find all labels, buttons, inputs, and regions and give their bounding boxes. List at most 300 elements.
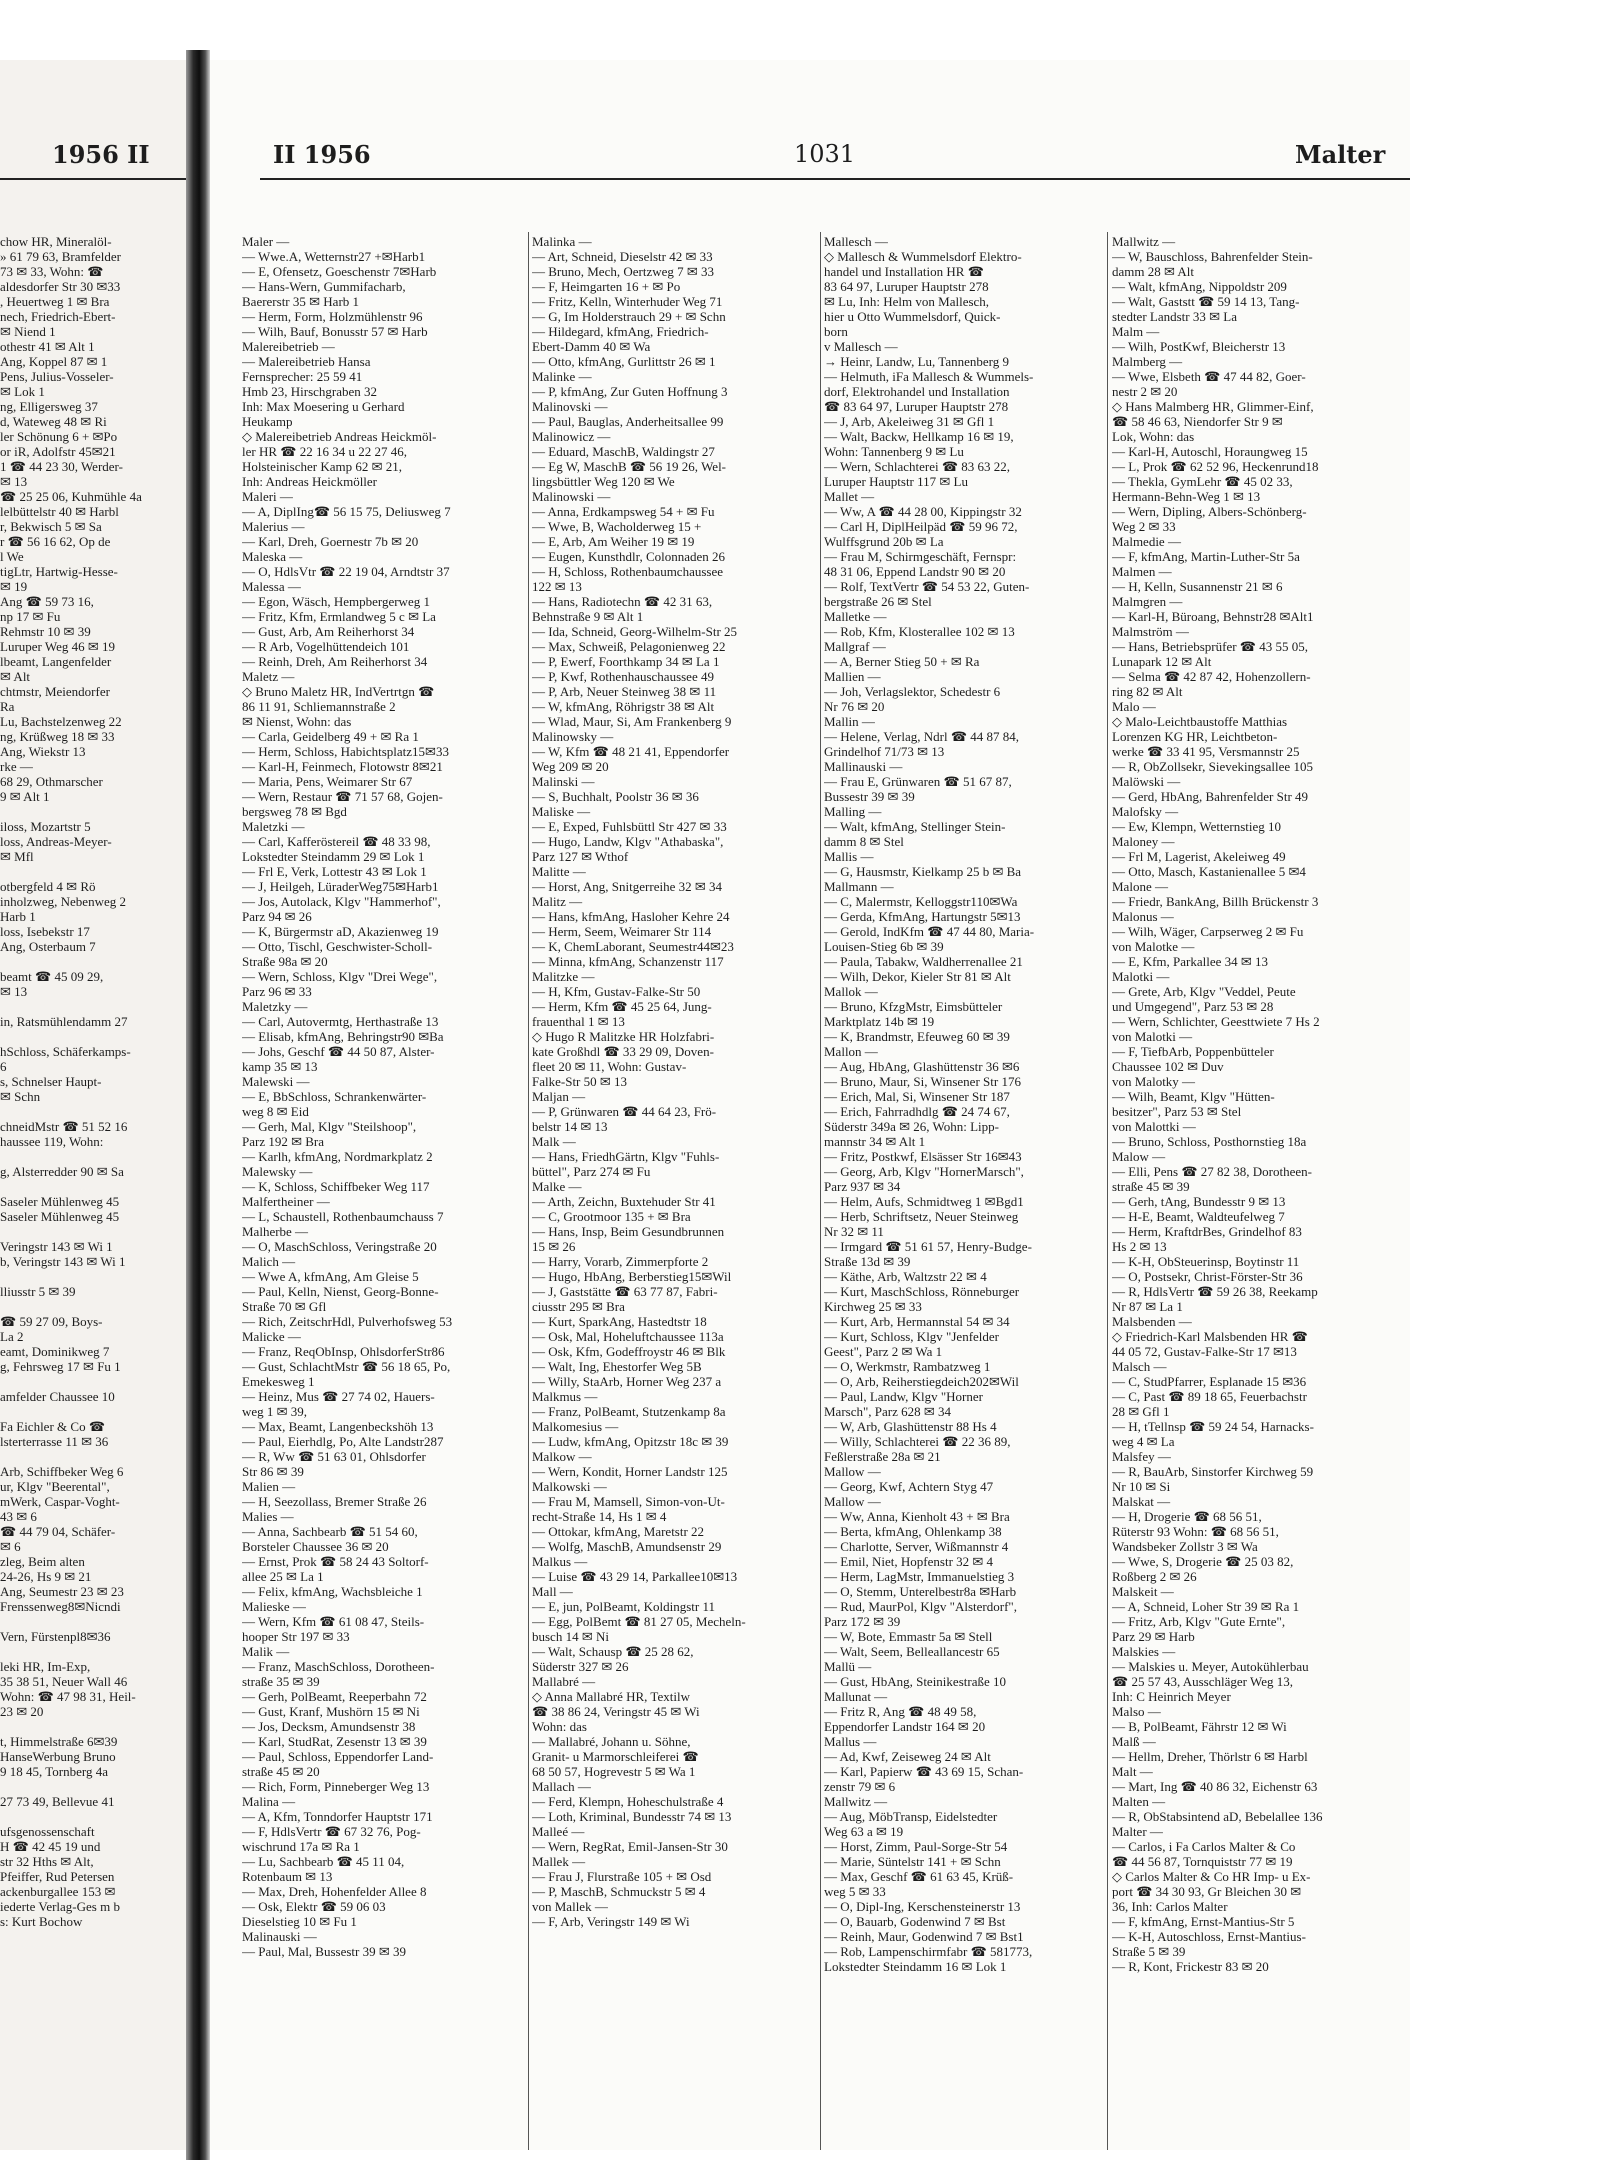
directory-entry-line <box>0 1719 178 1734</box>
directory-entry-line: — P, kfmAng, Zur Guten Hoffnung 3 <box>532 384 728 399</box>
directory-entry-line: Marktplatz 14b ✉ 19 <box>824 1014 935 1029</box>
directory-column-1 <box>242 234 510 1959</box>
directory-entry-line: zenstr 79 ✉ 6 <box>824 1779 896 1794</box>
directory-entry-line: — Wwe, S, Drogerie ☎ 25 03 82, <box>1112 1554 1294 1569</box>
directory-entry-line: Ang, Koppel 87 ✉ 1 <box>0 354 108 369</box>
directory-entry-line: ✉ 13 <box>0 474 28 489</box>
directory-entry-line: — Paul, Mal, Bussestr 39 ✉ 39 <box>242 1944 407 1959</box>
directory-entry-line: wischrund 17a ✉ Ra 1 <box>242 1839 360 1854</box>
directory-entry-line: t, Himmelstraße 6✉39 <box>0 1734 118 1749</box>
directory-entry-line: Fa Eichler & Co ☎ <box>0 1419 106 1434</box>
directory-entry-line: Malten — <box>1112 1794 1166 1809</box>
directory-entry-line: Rüterstr 93 Wohn: ☎ 68 56 51, <box>1112 1524 1279 1539</box>
directory-entry-line: stedter Landstr 33 ✉ La <box>1112 309 1237 324</box>
column-divider <box>820 232 821 2150</box>
directory-entry-line: — Karl-H, Autoschl, Horaungweg 15 <box>1112 444 1308 459</box>
directory-entry-line: Ang ☎ 59 73 16, <box>0 594 94 609</box>
directory-entry-line: — Reinh, Maur, Godenwind 7 ✉ Bst1 <box>824 1929 1024 1944</box>
directory-entry-line: ◇ Malereibetrieb Andreas Heickmöl- <box>242 429 437 444</box>
directory-entry-line: Malieske — <box>242 1599 306 1614</box>
directory-entry-line: Mallwitz — <box>1112 234 1176 249</box>
directory-entry-line: Maler — <box>242 234 290 249</box>
directory-entry-line: — Kurt, Arb, Hermannstal 54 ✉ 34 <box>824 1314 1010 1329</box>
directory-entry-line: ◇ Mallesch & Wummelsdorf Elektro- <box>824 249 1022 264</box>
directory-entry-line: — Wilh, Dekor, Kieler Str 81 ✉ Alt <box>824 969 1011 984</box>
directory-entry-line: — Wolfg, MaschB, Amundsenstr 29 <box>532 1539 722 1554</box>
directory-entry-line: — J, Heilgeh, LüraderWeg75✉Harb1 <box>242 879 439 894</box>
directory-entry-line: Str 86 ✉ 39 <box>242 1464 304 1479</box>
directory-column-3 <box>824 234 1100 1974</box>
directory-entry-line: — Herm, Kfm ☎ 45 25 64, Jung- <box>532 999 712 1014</box>
directory-entry-line: Louisen-Stieg 6b ✉ 39 <box>824 939 944 954</box>
directory-entry-line: von Malottki — <box>1112 1119 1196 1134</box>
directory-entry-line: eamt, Dominikweg 7 <box>0 1344 110 1359</box>
directory-entry-line: — Walt, kfmAng, Nippoldstr 209 <box>1112 279 1287 294</box>
directory-entry-line: — F, HdlsVertr ☎ 67 32 76, Pog- <box>242 1824 421 1839</box>
directory-entry-line: — Willy, StaArb, Horner Weg 237 a <box>532 1374 722 1389</box>
directory-entry-line: ur, Klgv "Beerental", <box>0 1479 110 1494</box>
directory-entry-line: — Kurt, Schloss, Klgv "Jenfelder <box>824 1329 1000 1344</box>
directory-entry-line: — R, BauArb, Sinstorfer Kirchweg 59 <box>1112 1464 1314 1479</box>
directory-entry-line: Eppendorfer Landstr 164 ✉ 20 <box>824 1719 986 1734</box>
directory-entry-line: — Frau M, Mamsell, Simon-von-Ut- <box>532 1494 725 1509</box>
directory-entry-line: handel und Installation HR ☎ <box>824 264 984 279</box>
directory-entry-line: 73 ✉ 33, Wohn: ☎ <box>0 264 104 279</box>
directory-entry-line: Malofsky — <box>1112 804 1179 819</box>
directory-entry-line: — H-E, Beamt, Waldteufelweg 7 <box>1112 1209 1285 1224</box>
directory-entry-line: — F, kfmAng, Ernst-Mantius-Str 5 <box>1112 1914 1295 1929</box>
directory-entry-line <box>0 999 178 1014</box>
directory-entry-line: Malessa — <box>242 579 301 594</box>
directory-entry-line: Malinski — <box>532 774 595 789</box>
directory-entry-line: Falke-Str 50 ✉ 13 <box>532 1074 628 1089</box>
directory-entry-line: — Ida, Schneid, Georg-Wilhelm-Str 25 <box>532 624 738 639</box>
directory-entry-line: ◇ Anna Mallabré HR, Textilw <box>532 1689 690 1704</box>
directory-entry-line: othestr 41 ✉ Alt 1 <box>0 339 95 354</box>
directory-entry-line: s: Kurt Bochow <box>0 1914 83 1929</box>
directory-entry-line: — K, Brandmstr, Efeuweg 60 ✉ 39 <box>824 1029 1010 1044</box>
directory-entry-line: — Mart, Ing ☎ 40 86 32, Eichenstr 63 <box>1112 1779 1318 1794</box>
directory-entry-line: — O, Werkmstr, Rambatzweg 1 <box>824 1359 991 1374</box>
directory-entry-line: recht-Straße 14, Hs 1 ✉ 4 <box>532 1509 667 1524</box>
directory-entry-line: Feßlerstraße 28a ✉ 21 <box>824 1449 941 1464</box>
directory-entry-line: Maletzki — <box>242 819 305 834</box>
directory-entry-line: ☎ 44 56 87, Tornquiststr 77 ✉ 19 <box>1112 1854 1293 1869</box>
directory-entry-line: Wohn: das <box>532 1719 587 1734</box>
directory-entry-line: Luruper Hauptstr 117 ✉ Lu <box>824 474 968 489</box>
directory-entry-line: ◇ Hans Malmberg HR, Glimmer-Einf, <box>1112 399 1314 414</box>
directory-entry-line: mannstr 34 ✉ Alt 1 <box>824 1134 926 1149</box>
directory-entry-line: Straße 98a ✉ 20 <box>242 954 328 969</box>
directory-entry-line: — Ww, Anna, Kienholt 43 + ✉ Bra <box>824 1509 1010 1524</box>
directory-entry-line: von Malotki — <box>1112 1029 1193 1044</box>
directory-entry-line: Bussestr 39 ✉ 39 <box>824 789 915 804</box>
directory-entry-line: weg 8 ✉ Eid <box>242 1104 309 1119</box>
directory-entry-line: Mallunat — <box>824 1689 888 1704</box>
directory-entry-line: Weg 63 a ✉ 19 <box>824 1824 904 1839</box>
directory-entry-line: Malß — <box>1112 1734 1156 1749</box>
directory-entry-line: ☎ 38 86 24, Veringstr 45 ✉ Wi <box>532 1704 700 1719</box>
directory-entry-line: Nr 10 ✉ Si <box>1112 1479 1171 1494</box>
directory-entry-line: ✉ Mfl <box>0 849 34 864</box>
directory-entry-line: — R, ObStabsintend aD, Bebelallee 136 <box>1112 1809 1323 1824</box>
directory-entry-line: — O, Dipl-Ing, Kerschensteinerstr 13 <box>824 1899 1021 1914</box>
directory-entry-line: » 61 79 63, Bramfelder <box>0 249 121 264</box>
directory-entry-line: v Mallesch — <box>824 339 898 354</box>
directory-entry-line: — Grete, Arb, Klgv "Veddel, Peute <box>1112 984 1296 999</box>
directory-entry-line: — Karl-H, Feinmech, Flotowstr 8✉21 <box>242 759 443 774</box>
directory-entry-line: → Heinr, Landw, Lu, Tannenberg 9 <box>824 354 1009 369</box>
directory-entry-line: otbergfeld 4 ✉ Rö <box>0 879 96 894</box>
directory-entry-line: — G, Im Holderstrauch 29 + ✉ Schn <box>532 309 726 324</box>
directory-entry-line: Mallesch — <box>824 234 888 249</box>
directory-entry-line: — Herm, LagMstr, Immanuelstieg 3 <box>824 1569 1015 1584</box>
directory-entry-line: Malerius — <box>242 519 305 534</box>
directory-entry-line: 36, Inh: Carlos Malter <box>1112 1899 1228 1914</box>
directory-entry-line: — A, Schneid, Loher Str 39 ✉ Ra 1 <box>1112 1599 1300 1614</box>
directory-entry-line: weg 1 ✉ 39, <box>242 1404 308 1419</box>
directory-entry-line: Arb, Schiffbeker Weg 6 <box>0 1464 124 1479</box>
directory-entry-line: Hmb 23, Hirschgraben 32 <box>242 384 378 399</box>
directory-entry-line: — Reinh, Dreh, Am Reiherhorst 34 <box>242 654 428 669</box>
directory-entry-line: Malinowski — <box>532 489 611 504</box>
directory-entry-line: ☎ 44 79 04, Schäfer- <box>0 1524 116 1539</box>
directory-entry-line: Borsteler Chaussee 36 ✉ 20 <box>242 1539 389 1554</box>
directory-entry-line: — F, Heimgarten 16 + ✉ Po <box>532 279 681 294</box>
left-page <box>0 60 186 2150</box>
directory-entry-line: ✉ 13 <box>0 984 28 999</box>
directory-entry-line: Malk — <box>532 1134 576 1149</box>
directory-entry-line: — Paul, Bauglas, Anderheitsallee 99 <box>532 414 724 429</box>
directory-entry-line: — Wern, Kondit, Horner Landstr 125 <box>532 1464 728 1479</box>
directory-entry-line: HanseWerbung Bruno <box>0 1749 116 1764</box>
directory-entry-line: — Johs, Geschf ☎ 44 50 87, Alster- <box>242 1044 435 1059</box>
directory-entry-line: — J, Gaststätte ☎ 63 77 87, Fabri- <box>532 1284 718 1299</box>
directory-entry-line: Mallok — <box>824 984 878 999</box>
directory-entry-line: — Wwe A, kfmAng, Am Gleise 5 <box>242 1269 419 1284</box>
directory-entry-line: — Eduard, MaschB, Waldingstr 27 <box>532 444 715 459</box>
directory-entry-line: Mallek — <box>532 1854 586 1869</box>
directory-entry-line: — Gust, HbAng, Steinikestraße 10 <box>824 1674 1006 1689</box>
directory-entry-line: — Ew, Klempn, Wetternstieg 10 <box>1112 819 1282 834</box>
directory-entry-line: Mallach — <box>532 1779 591 1794</box>
directory-entry-line: von Mallek — <box>532 1899 608 1914</box>
directory-entry-line: 15 ✉ 26 <box>532 1239 576 1254</box>
directory-entry-line: — K, ChemLaborant, Seumestr44✉23 <box>532 939 734 954</box>
directory-entry-line: Malöwski — <box>1112 774 1181 789</box>
directory-entry-line: Vern, Fürstenpl8✉36 <box>0 1629 111 1644</box>
directory-entry-line: Maletzky — <box>242 999 308 1014</box>
directory-entry-line: — R Arb, Vogelhüttendeich 101 <box>242 639 410 654</box>
directory-entry-line: Parz 172 ✉ 39 <box>824 1614 901 1629</box>
directory-entry-line: — Charlotte, Server, Wißmannstr 4 <box>824 1539 1009 1554</box>
directory-entry-line: — Friedr, BankAng, Billh Brückenstr 3 <box>1112 894 1319 909</box>
directory-entry-line: Mallmann — <box>824 879 894 894</box>
directory-entry-line: inholzweg, Nebenweg 2 <box>0 894 126 909</box>
directory-entry-line: 43 ✉ 6 <box>0 1509 37 1524</box>
directory-entry-line: Lunapark 12 ✉ Alt <box>1112 654 1212 669</box>
directory-entry-line: frauenthal 1 ✉ 13 <box>532 1014 625 1029</box>
directory-entry-line: — Wwe.A, Wetternstr27 +✉Harb1 <box>242 249 426 264</box>
directory-entry-line: Wohn: ☎ 47 98 31, Heil- <box>0 1689 136 1704</box>
directory-entry-line: 9 ✉ Alt 1 <box>0 789 50 804</box>
directory-entry-line: Lorenzen KG HR, Leichtbeton- <box>1112 729 1278 744</box>
directory-entry-line: — Art, Schneid, Dieselstr 42 ✉ 33 <box>532 249 713 264</box>
directory-entry-line: Parz 96 ✉ 33 <box>242 984 312 999</box>
directory-entry-line: str 32 Hths ✉ Alt, <box>0 1854 94 1869</box>
directory-entry-line: — Kurt, MaschSchloss, Rönneburger <box>824 1284 1020 1299</box>
directory-entry-line: — Fritz, Kfm, Ermlandweg 5 c ✉ La <box>242 609 436 624</box>
directory-entry-line: ✉ Alt <box>0 669 31 684</box>
directory-entry-line: — Otto, Masch, Kastanienallee 5 ✉4 <box>1112 864 1306 879</box>
directory-entry-line: — Wilh, PostKwf, Bleicherstr 13 <box>1112 339 1286 354</box>
directory-entry-line: — Bruno, Schloss, Posthornstieg 18a <box>1112 1134 1307 1149</box>
directory-entry-line: Malewsky — <box>242 1164 313 1179</box>
directory-entry-line: Parz 94 ✉ 26 <box>242 909 312 924</box>
directory-entry-line: r ☎ 56 16 62, Op de <box>0 534 111 549</box>
directory-entry-line: Lok, Wohn: das <box>1112 429 1195 444</box>
directory-entry-line: born <box>824 324 848 339</box>
directory-entry-line: Malmedie — <box>1112 534 1181 549</box>
directory-entry-line: Kirchweg 25 ✉ 33 <box>824 1299 922 1314</box>
directory-entry-line: — Fritz R, Ang ☎ 48 49 58, <box>824 1704 977 1719</box>
directory-entry-line: Malkus — <box>532 1554 588 1569</box>
directory-entry-line: Emekesweg 1 <box>242 1374 315 1389</box>
directory-entry-line: — Elli, Pens ☎ 27 82 38, Dorotheen- <box>1112 1164 1312 1179</box>
directory-entry-line: Parz 937 ✉ 34 <box>824 1179 901 1194</box>
directory-entry-line: — K-H, ObSteuerinsp, Boytinstr 11 <box>1112 1254 1300 1269</box>
directory-entry-line: — Aug, MöbTransp, Eidelstedter <box>824 1809 998 1824</box>
directory-entry-line: Malskat — <box>1112 1494 1171 1509</box>
directory-entry-line: — H, Schloss, Rothenbaumchaussee <box>532 564 724 579</box>
directory-entry-line: bergstraße 26 ✉ Stel <box>824 594 932 609</box>
directory-entry-line: ☎ 59 27 09, Boys- <box>0 1314 103 1329</box>
directory-entry-line: — O, HdlsVtr ☎ 22 19 04, Arndtstr 37 <box>242 564 450 579</box>
directory-entry-line: 86 11 91, Schliemannstraße 2 <box>242 699 396 714</box>
directory-entry-line: — Bruno, Maur, Si, Winsener Str 176 <box>824 1074 1021 1089</box>
directory-entry-line: — Franz, ReqObInsp, OhlsdorferStr86 <box>242 1344 445 1359</box>
directory-entry-line: Malinke — <box>532 369 592 384</box>
directory-entry-line: von Malotke — <box>1112 939 1195 954</box>
directory-entry-line: Malien — <box>242 1479 296 1494</box>
directory-entry-line: lliusstr 5 ✉ 39 <box>0 1284 76 1299</box>
directory-entry-line: — Frau M, Schirmgeschäft, Fernspr: <box>824 549 1017 564</box>
directory-entry-line: 24-26, Hs 9 ✉ 21 <box>0 1569 92 1584</box>
directory-entry-line: — Carl, Kafferöstereil ☎ 48 33 98, <box>242 834 431 849</box>
directory-entry-line <box>0 1374 178 1389</box>
directory-entry-line: b, Veringstr 143 ✉ Wi 1 <box>0 1254 126 1269</box>
directory-entry-line: lelbüttelstr 40 ✉ Harbl <box>0 504 119 519</box>
directory-entry-line: Malskies — <box>1112 1644 1176 1659</box>
directory-entry-line: Mallü — <box>824 1659 872 1674</box>
directory-entry-line <box>0 1179 178 1194</box>
directory-entry-line: r, Bekwisch 5 ✉ Sa <box>0 519 102 534</box>
directory-entry-line: ◇ Carlos Malter & Co HR Imp- u Ex- <box>1112 1869 1311 1884</box>
directory-entry-line: — C, Past ☎ 89 18 65, Feuerbachstr <box>1112 1389 1307 1404</box>
directory-entry-line: Saseler Mühlenweg 45 <box>0 1209 120 1224</box>
directory-entry-line: Malherbe — <box>242 1224 309 1239</box>
directory-entry-line: Marsch", Parz 628 ✉ 34 <box>824 1404 952 1419</box>
directory-entry-line: Parz 29 ✉ Harb <box>1112 1629 1195 1644</box>
directory-entry-line: — Rob, Lampenschirmfabr ☎ 581773, <box>824 1944 1033 1959</box>
directory-entry-line: straße 45 ✉ 39 <box>1112 1179 1190 1194</box>
directory-entry-line: — S, Buchhalt, Poolstr 36 ✉ 36 <box>532 789 699 804</box>
directory-entry-line: — Karl, StudRat, Zesenstr 13 ✉ 39 <box>242 1734 427 1749</box>
directory-entry-line: Dieselstieg 10 ✉ Fu 1 <box>242 1914 357 1929</box>
directory-entry-line: Mallabré — <box>532 1674 596 1689</box>
directory-entry-line: Mall — <box>532 1584 573 1599</box>
directory-entry-line: dorf, Elektrohandel und Installation <box>824 384 1010 399</box>
directory-entry-line: Ang, Seumestr 23 ✉ 23 <box>0 1584 124 1599</box>
directory-entry-line: ✉ Nienst, Wohn: das <box>242 714 352 729</box>
directory-entry-line: ◇ Hugo R Malitzke HR Holzfabri- <box>532 1029 715 1044</box>
directory-entry-line: — O, Bauarb, Godenwind 7 ✉ Bst <box>824 1914 1006 1929</box>
directory-entry-line: — Malereibetrieb Hansa <box>242 354 371 369</box>
directory-entry-line: 1 ☎ 44 23 30, Werder- <box>0 459 123 474</box>
directory-entry-line <box>0 1614 178 1629</box>
directory-entry-line: — Bruno, KfzgMstr, Eimsbütteler <box>824 999 1003 1014</box>
directory-entry-line: — O, Postsekr, Christ-Förster-Str 36 <box>1112 1269 1303 1284</box>
directory-entry-line: Malmberg — <box>1112 354 1183 369</box>
directory-entry-line: Malter — <box>1112 1824 1163 1839</box>
directory-entry-line: — Mallabré, Johann u. Söhne, <box>532 1734 691 1749</box>
directory-entry-line: Malik — <box>242 1644 290 1659</box>
directory-entry-line: rke — <box>0 759 33 774</box>
directory-entry-line: ☎ 25 25 06, Kuhmühle 4a <box>0 489 142 504</box>
directory-entry-line: — Egon, Wäsch, Hempbergerweg 1 <box>242 594 430 609</box>
directory-entry-line: — Loth, Kriminal, Bundesstr 74 ✉ 13 <box>532 1809 732 1824</box>
directory-entry-line: — Aug, HbAng, Glashüttenstr 36 ✉6 <box>824 1059 1020 1074</box>
directory-entry-line: und Umgegend", Parz 53 ✉ 28 <box>1112 999 1274 1014</box>
directory-entry-line: Roßberg 2 ✉ 26 <box>1112 1569 1197 1584</box>
directory-entry-line: — Frau E, Grünwaren ☎ 51 67 87, <box>824 774 1012 789</box>
directory-entry-line: — Frau J, Flurstraße 105 + ✉ Osd <box>532 1869 712 1884</box>
directory-entry-line: — Marie, Süntelstr 141 + ✉ Schn <box>824 1854 1001 1869</box>
directory-entry-line <box>0 1779 178 1794</box>
directory-entry-line: Malo — <box>1112 699 1156 714</box>
directory-entry-line: ring 82 ✉ Alt <box>1112 684 1183 699</box>
directory-entry-line: — L, Schaustell, Rothenbaumchauss 7 <box>242 1209 444 1224</box>
directory-entry-line: — Herm, KraftdrBes, Grindelhof 83 <box>1112 1224 1302 1239</box>
directory-entry-line: lbeamt, Langenfelder <box>0 654 112 669</box>
directory-entry-line: Heukamp <box>242 414 293 429</box>
directory-entry-line: Malich — <box>242 1254 296 1269</box>
directory-entry-line: — H, Kelln, Susannenstr 21 ✉ 6 <box>1112 579 1283 594</box>
directory-entry-line: — Ottokar, kfmAng, Maretstr 22 <box>532 1524 705 1539</box>
directory-entry-line: — Walt, Seem, Belleallancestr 65 <box>824 1644 1000 1659</box>
directory-entry-line: kate Großhdl ☎ 33 29 09, Doven- <box>532 1044 714 1059</box>
left-page-label: 1956 II <box>52 140 150 169</box>
directory-entry-line: — Irmgard ☎ 51 61 57, Henry-Budge- <box>824 1239 1032 1254</box>
directory-entry-line: — Osk, Elektr ☎ 59 06 03 <box>242 1899 386 1914</box>
directory-entry-line: — Elisab, kfmAng, Behringstr90 ✉Ba <box>242 1029 444 1044</box>
directory-entry-line: 68 50 57, Hogrevestr 5 ✉ Wa 1 <box>532 1764 696 1779</box>
directory-entry-line: — Anna, Erdkampsweg 54 + ✉ Fu <box>532 504 715 519</box>
directory-entry-line: Weg 209 ✉ 20 <box>532 759 609 774</box>
directory-entry-line: Harb 1 <box>0 909 36 924</box>
directory-entry-line: — R, Ww ☎ 51 63 01, Ohlsdorfer <box>242 1449 426 1464</box>
directory-entry-line: hooper Str 197 ✉ 33 <box>242 1629 350 1644</box>
directory-entry-line: — O, Arb, Reiherstiegdeich202✉Wil <box>824 1374 1019 1389</box>
directory-entry-line: 44 05 72, Gustav-Falke-Str 17 ✉13 <box>1112 1344 1297 1359</box>
directory-entry-line: — Carla, Geidelberg 49 + ✉ Ra 1 <box>242 729 419 744</box>
directory-entry-line: — E, Kfm, Parkallee 34 ✉ 13 <box>1112 954 1269 969</box>
directory-entry-line: — W, kfmAng, Röhrigstr 38 ✉ Alt <box>532 699 715 714</box>
directory-entry-line: Mallow — <box>824 1494 881 1509</box>
directory-entry-line: Malewski — <box>242 1074 310 1089</box>
directory-entry-line: — A, Berner Stieg 50 + ✉ Ra <box>824 654 980 669</box>
directory-entry-line: — Karlh, kfmAng, Nordmarkplatz 2 <box>242 1149 433 1164</box>
directory-entry-line: — H, Seezollass, Bremer Straße 26 <box>242 1494 427 1509</box>
directory-entry-line: Parz 127 ✉ Wthof <box>532 849 629 864</box>
directory-entry-line: — Hans, Insp, Beim Gesundbrunnen <box>532 1224 725 1239</box>
directory-entry-line: — Gerold, IndKfm ☎ 47 44 80, Maria- <box>824 924 1035 939</box>
directory-entry-line: — Paul, Landw, Klgv "Horner <box>824 1389 983 1404</box>
directory-entry-line: — Gerh, tAng, Bundesstr 9 ✉ 13 <box>1112 1194 1286 1209</box>
directory-entry-line: Nr 76 ✉ 20 <box>824 699 885 714</box>
directory-entry-line: chow HR, Mineralöl- <box>0 234 112 249</box>
directory-entry-line: — Max, Schweiß, Pelagonienweg 22 <box>532 639 726 654</box>
directory-entry-line: — Carl H, DiplHeilpäd ☎ 59 96 72, <box>824 519 1018 534</box>
directory-entry-line: — H, Drogerie ☎ 68 56 51, <box>1112 1509 1262 1524</box>
directory-entry-line: besitzer", Parz 53 ✉ Stel <box>1112 1104 1242 1119</box>
directory-entry-line: — Osk, Kfm, Godeffroystr 46 ✉ Blk <box>532 1344 726 1359</box>
directory-entry-line: — A, DiplIng☎ 56 15 75, Deliusweg 7 <box>242 504 451 519</box>
directory-entry-line: hier u Otto Wummelsdorf, Quick- <box>824 309 1001 324</box>
directory-entry-line: Frenssenweg8✉Nicndi <box>0 1599 121 1614</box>
directory-entry-line: — Gerd, HbAng, Bahrenfelder Str 49 <box>1112 789 1309 804</box>
directory-entry-line: — Wwe, Elsbeth ☎ 47 44 82, Goer- <box>1112 369 1306 384</box>
directory-entry-line: — H, tTellnsp ☎ 59 24 54, Harnacks- <box>1112 1419 1314 1434</box>
directory-entry-line: lsterterrasse 11 ✉ 36 <box>0 1434 109 1449</box>
directory-entry-line: in, Ratsmühlendamm 27 <box>0 1014 128 1029</box>
right-header-rule <box>260 178 1410 180</box>
directory-entry-line: — Fritz, Postkwf, Elsässer Str 16✉43 <box>824 1149 1022 1164</box>
directory-entry-line: Malmen — <box>1112 564 1172 579</box>
directory-entry-line: — W, Arb, Glashüttenstr 88 Hs 4 <box>824 1419 997 1434</box>
page-number: 1031 <box>794 140 856 168</box>
directory-entry-line: port ☎ 34 30 93, Gr Bleichen 30 ✉ <box>1112 1884 1302 1899</box>
directory-entry-line: Malicke — <box>242 1329 301 1344</box>
directory-entry-line: — E, BbSchloss, Schrankenwärter- <box>242 1089 427 1104</box>
directory-entry-line: — Gerh, Mal, Klgv "Steilshoop", <box>242 1119 417 1134</box>
directory-entry-line: — Rich, Form, Pinneberger Weg 13 <box>242 1779 430 1794</box>
directory-entry-line: Wohn: Tannenberg 9 ✉ Lu <box>824 444 964 459</box>
directory-entry-line: — Ludw, kfmAng, Opitzstr 18c ✉ 39 <box>532 1434 729 1449</box>
directory-entry-line: Malitzke — <box>532 969 595 984</box>
directory-entry-line: loss, Andreas-Meyer- <box>0 834 112 849</box>
directory-entry-line: Luruper Weg 46 ✉ 19 <box>0 639 116 654</box>
directory-entry-line: Inh: Andreas Heickmöller <box>242 474 378 489</box>
directory-entry-line: kamp 35 ✉ 13 <box>242 1059 318 1074</box>
directory-entry-line: — Malskies u. Meyer, Autokühlerbau <box>1112 1659 1309 1674</box>
directory-entry-line: Malereibetrieb — <box>242 339 335 354</box>
directory-entry-line: — W, Bauschloss, Bahrenfelder Stein- <box>1112 249 1313 264</box>
directory-entry-line: ✉ Lu, Inh: Helm von Mallesch, <box>824 294 990 309</box>
directory-entry-line: chtmstr, Meiendorfer <box>0 684 110 699</box>
directory-entry-line: Pens, Julius-Vosseler- <box>0 369 114 384</box>
directory-entry-line: — Willy, Schlachterei ☎ 22 36 89, <box>824 1434 1011 1449</box>
directory-entry-line: — Felix, kfmAng, Wachsbleiche 1 <box>242 1584 423 1599</box>
directory-entry-line: Malinovski — <box>532 399 608 414</box>
directory-entry-line: Mallet — <box>824 489 875 504</box>
directory-entry-line: haussee 119, Wohn: <box>0 1134 104 1149</box>
directory-entry-line: — Harry, Vorarb, Zimmerpforte 2 <box>532 1254 709 1269</box>
directory-entry-line <box>0 1809 178 1824</box>
directory-entry-line: Ebert-Damm 40 ✉ Wa <box>532 339 651 354</box>
directory-entry-line: — Ferd, Klempn, Hoheschulstraße 4 <box>532 1794 724 1809</box>
directory-entry-line: — Wwe, B, Wacholderweg 15 + <box>532 519 702 534</box>
